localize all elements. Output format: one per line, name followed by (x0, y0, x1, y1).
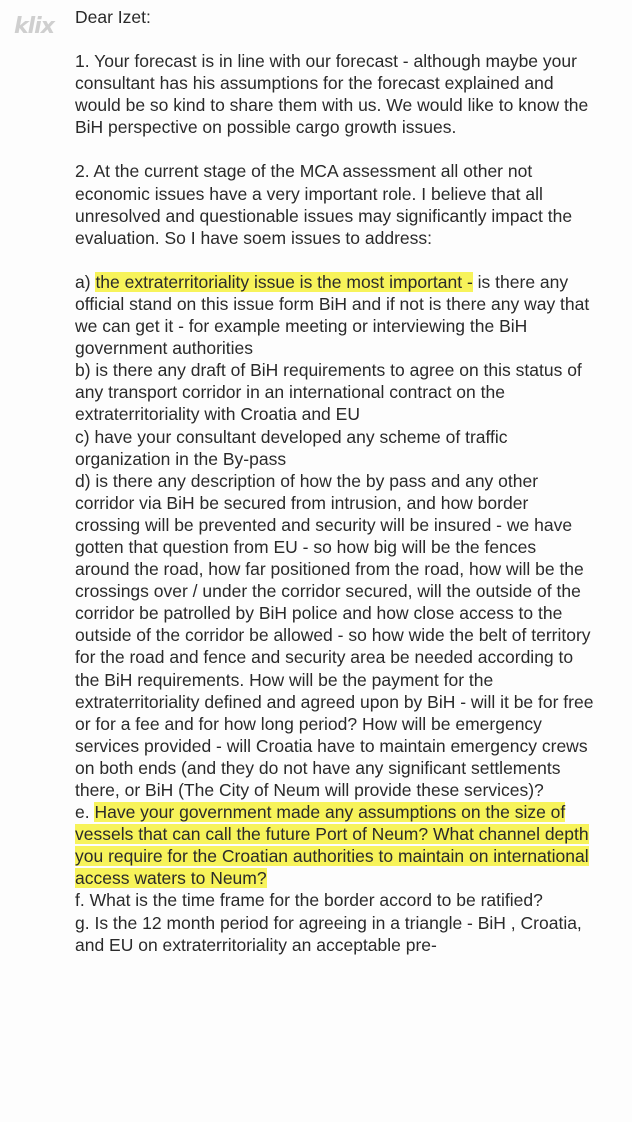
item-a-rest: is there any official stand on this issue form BiH and if not is there any way that we can get it - for example meeting or interviewing the BiH government authorities (75, 271, 590, 359)
item-a-highlight: the extraterritoriality issue is the most important - (95, 271, 473, 292)
item-a (75, 271, 595, 359)
paragraph-point-1: 1. Your forecast is in line with our forecast - although maybe your consultant has his assumptions for the forecast explained and would be so kind to share them with us. We would like to know the BiH perspective on possible cargo growth issues. (75, 51, 589, 138)
bottom-fade (0, 1100, 632, 1122)
item-e (75, 801, 595, 889)
item-d: d) is there any description of how the by pass and any other corridor via BiH be secured from intrusion, and how border crossing will be prevented and security will be insured - we have gotten that question from EU - so how big will be the fences around the road, how far positioned from the road, how will be the crossings over / under the corridor secured, will the outside of the corridor be patrolled by BiH police and how close access to the outside of the corridor be allowed - so how wide the belt of territory for the road and fence and security area be needed according to the BiH requirements. How will be the payment for the extraterritoriality defined and agreed upon by BiH - will it be for free or for a fee and for how long period? How will be emergency services provided - will Croatia have to maintain emergency crews on both ends (and they do not have any significant settlements there, or BiH (The City of Neum will provide these services)? (75, 470, 594, 800)
item-c: c) have your consultant developed any scheme of traffic organization in the By-pass (75, 426, 508, 469)
item-a-prefix: a) (75, 271, 96, 292)
letter-body (75, 6, 595, 956)
paragraph-point-2: 2. At the current stage of the MCA assessment all other not economic issues have a very important role. I believe that all unresolved and questionable issues may significantly impact the evaluation. So I have soem issues to address: (75, 161, 573, 248)
salutation: Dear Izet: (75, 7, 151, 27)
item-e-highlight: Have your government made any assumptions on the size of vessels that can call the future Port of Neum? What channel depth you require for the Croatian authorities to maintain on international access waters to Neum? (75, 802, 589, 889)
item-f: f. What is the time frame for the border accord to be ratified? (75, 890, 543, 911)
item-e-prefix: e. (75, 802, 95, 823)
watermark-logo: klix (14, 14, 54, 39)
item-g: g. Is the 12 month period for agreeing in a triangle - BiH , Croatia, and EU on extraterritoriality an acceptable pre- (75, 912, 582, 955)
item-b: b) is there any draft of BiH requirements to agree on this status of any transport corridor in an international contract on the extraterritoriality with Croatia and EU (75, 360, 582, 425)
